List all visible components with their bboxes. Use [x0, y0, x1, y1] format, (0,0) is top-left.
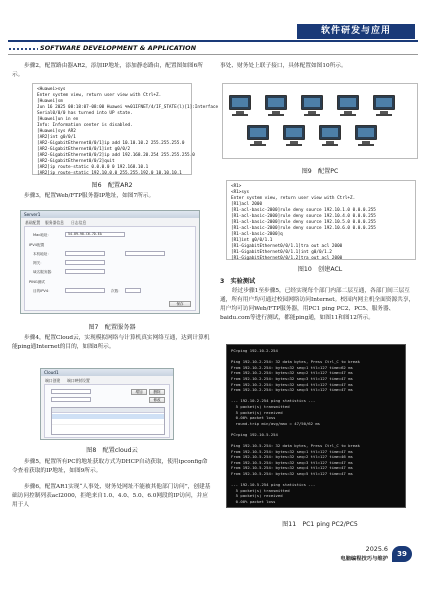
terminal-line: [R1]acl 2000	[231, 202, 263, 207]
pc-icon	[335, 95, 361, 121]
mac-field[interactable]: 54-89-98-C6-7D-EA	[65, 232, 125, 237]
save-button[interactable]: 保存	[169, 301, 191, 307]
gateway-label: 网关：	[33, 261, 44, 265]
footer-journal: 电脑编程技巧与维护	[340, 556, 388, 562]
terminal-line: From 192.10.5.254: bytes=32 seq=4 ttl=127 time=47 ms	[231, 465, 353, 471]
terminal-line: Ping 192.10.5.254: 32 data bytes, Press Ctrl_C to break	[231, 443, 360, 449]
pc-icon	[227, 95, 253, 121]
terminal-line: <Huawei>sys	[37, 87, 66, 92]
terminal-line: [R1-acl-basic-2000]rule deny source 192.10.4.0 0.0.0.255	[231, 214, 376, 219]
dns-field[interactable]	[65, 269, 105, 274]
page-footer	[328, 545, 414, 565]
port-type-select[interactable]	[51, 389, 91, 394]
terminal-line: <R1>	[231, 184, 242, 189]
terminal-line: round-trip min/avg/max = 47/50/62 ms	[231, 420, 321, 426]
terminal-line: [R1-GigabitEthernet0/0/1.1]int g0/0/1.2	[231, 250, 332, 255]
pc-icon	[371, 95, 397, 121]
terminal-line: [Huawei]sys AR2	[37, 129, 76, 134]
terminal-line: From 192.10.5.254: bytes=32 seq=3 ttl=127 time=47 ms	[231, 459, 353, 465]
figure-10-terminal	[226, 180, 416, 260]
binding-info-select[interactable]	[51, 397, 91, 402]
terminal-line: From 192.10.2.254: bytes=32 seq=3 ttl=127 time=47 ms	[231, 375, 353, 381]
section-title-en: SOFTWARE DEVELOPMENT & APPLICATION	[40, 44, 197, 52]
pc-icon	[317, 125, 343, 151]
figure-9-caption: 图9 配置PC	[301, 168, 339, 175]
figure-10-caption: 图10 创建ACL	[297, 266, 343, 273]
terminal-line: From 192.10.5.254: bytes=32 seq=1 ttl=127 time=47 ms	[231, 448, 353, 454]
port-table	[51, 407, 165, 435]
header-rule	[8, 40, 418, 42]
local-address-label: 本机地址：	[33, 252, 51, 256]
pc-icon	[281, 125, 307, 151]
figure-7-caption: 图7 配置服务器	[88, 324, 136, 331]
terminal-line: [Huawei]sm	[37, 99, 63, 104]
terminal-line: From 192.10.2.254: bytes=32 seq=1 ttl=127 time=62 ms	[231, 364, 353, 370]
figure-11-caption: 图11 PC1 ping PC2/PC5	[282, 521, 358, 528]
terminal-line: Serial0/0/0 has turned into UP state.	[37, 111, 133, 116]
ip-address-field[interactable]	[65, 251, 105, 256]
dns-label: 域名服务器：	[33, 270, 55, 274]
terminal-line: 5 packet(s) transmitted	[231, 403, 290, 409]
terminal-line: [R1-acl-basic-2000]rule deny source 192.10.5.0 0.0.0.255	[231, 220, 376, 225]
count-label: 次数：	[111, 289, 122, 293]
terminal-line: From 192.10.2.254: bytes=32 seq=2 ttl=127 time=47 ms	[231, 370, 353, 376]
terminal-line: [AR2]int g0/0/1	[37, 135, 76, 140]
cloud-window-title: Cloud1	[41, 369, 173, 376]
ping-test-label: PING测试	[29, 280, 45, 284]
terminal-line: 5 packet(s) received	[231, 409, 283, 415]
terminal-line: Enter system view, return user view with Ctrl+Z.	[231, 196, 356, 201]
terminal-line: 0.00% packet loss	[231, 415, 276, 421]
paragraph-step2: 步骤2，配置路由器AR2，添加IP地址，添加静态路由，配置图如图6所示。	[12, 63, 203, 78]
server-window-title: Server1	[21, 211, 199, 218]
figure-6-caption: 图6 配置AR2	[91, 182, 133, 189]
gateway-field[interactable]	[65, 260, 105, 265]
pc-icon	[263, 95, 289, 121]
paragraph-step6: 步骤6，配置AR1实现“人事处、财务处网址不能被其他部门访问”，创建基础访问控制列表acl2000，拒绝来自1.0、4.0、5.0、6.0网段的IP访问，并应用于人	[12, 484, 211, 508]
terminal-line: 5 packet(s) received	[231, 493, 283, 499]
footer-year: 2025.6	[365, 545, 388, 553]
destination-ip-field[interactable]	[65, 288, 105, 293]
terminal-line: [AR2-GigabitEthernet0/0/2]quit	[37, 159, 115, 164]
figure-7-server-window	[20, 210, 200, 314]
tab-port-mapping[interactable]: 端口映射设置	[67, 378, 90, 383]
terminal-line: PC>ping 192.10.5.254	[231, 431, 278, 437]
port-table-row[interactable]	[52, 420, 164, 425]
paragraph-step3: 步骤3，配置Web/FTP服务器IP地址，如图7所示。	[24, 193, 155, 199]
delete-port-button[interactable]: 删除	[149, 389, 165, 395]
pc-icon	[299, 95, 325, 121]
figure-8-cloud-window	[40, 368, 174, 440]
terminal-line: [R1-acl-basic-2000]rule deny source 192.10.1.0 0.0.0.255	[231, 208, 376, 213]
figure-9-pc-config	[222, 83, 418, 159]
pc-icon	[353, 125, 379, 151]
paragraph-step4: 步骤4，配置Cloud云，实现模拟网络与计算机真实网络互通，达到计算机能ping通Internet的目的，如图8所示。	[12, 335, 210, 350]
terminal-line: Jun 16 2025 08:18:07-08:00 Huawei %%01IFNET/4/IF_STATE(l)[1]:Interface	[37, 105, 219, 110]
terminal-line: --- 192.10.2.254 ping statistics ---	[231, 398, 316, 404]
cloud-config-panel	[44, 384, 170, 438]
mac-label: Mac地址：	[33, 233, 52, 237]
terminal-line: [AR2]ip route-static 192.10.0.0 255.255.192.0 10.10.10.1	[37, 171, 182, 176]
terminal-line: [R1-GigabitEthernet0/0/1.1]tra out acl 2000	[231, 244, 343, 249]
port-table-row[interactable]	[52, 414, 164, 419]
terminal-line: From 192.10.5.254: bytes=32 seq=2 ttl=127 time=46 ms	[231, 454, 353, 460]
section-3-heading: 3 实验测试	[220, 278, 256, 285]
terminal-line: Info: Information center is disabled.	[37, 123, 133, 128]
server-config-panel	[24, 226, 196, 311]
terminal-line: [AR2-GigabitEthernet0/0/1]int g0/0/2	[37, 147, 131, 152]
ipv4-config-label: IPV4配置	[29, 243, 45, 247]
terminal-line: [AR2]ip route-static 0.0.0.0 0 192.168.10.1	[37, 165, 149, 170]
terminal-line: Ping 192.10.2.254: 32 data bytes, Press Ctrl_C to break	[231, 359, 360, 365]
terminal-line: 5 packet(s) transmitted	[231, 487, 290, 493]
tab-port-create[interactable]: 端口创建	[45, 378, 61, 383]
terminal-line: Enter system view, return user view with Ctrl+Z.	[37, 93, 162, 98]
terminal-line: [R1-acl-basic-2000]q	[231, 232, 283, 237]
add-port-button[interactable]: 增加	[131, 389, 147, 395]
header-dots	[8, 47, 38, 52]
count-field[interactable]	[125, 288, 141, 293]
port-table-header	[52, 408, 164, 413]
figure-11-terminal	[226, 344, 406, 508]
terminal-line: From 192.10.2.254: bytes=32 seq=5 ttl=127 time=47 ms	[231, 387, 353, 393]
terminal-line: [R1]int g0/0/1.1	[231, 238, 273, 243]
journal-column-badge: 软件研发与应用	[297, 24, 415, 39]
terminal-line: [AR2-GigabitEthernet0/0/1]ip add 10.10.10.2 255.255.255.0	[37, 141, 185, 146]
terminal-line: From 192.10.5.254: bytes=32 seq=5 ttl=127 time=47 ms	[231, 471, 353, 477]
paragraph-testing: 经过步骤1至步骤5，已经实现每个部门内部二层互通，各部门间三层互通，所有用户均可通过校园网络访问Internet。校园内网主机全面资源共享，用户均可访问Web/FTP服务器，用PC1 ping PC2、PC5、服务器、baidu.com等进行测试，都能ping通，如图11和图12所示。	[220, 288, 415, 321]
figure-8-caption: 图8 配置cloud云	[86, 447, 138, 454]
paragraph-continued: 事处、财务处上联子接口，具体配置如图10所示。	[220, 63, 347, 69]
terminal-line: [R1-GigabitEthernet0/0/1.2]tra out acl 2000	[231, 256, 343, 261]
header-underline	[8, 54, 418, 55]
terminal-line: [R1-acl-basic-2000]rule deny source 192.10.6.0 0.0.0.255	[231, 226, 376, 231]
terminal-line: <R1>sys	[231, 190, 250, 195]
terminal-line: From 192.10.2.254: bytes=32 seq=4 ttl=127 time=47 ms	[231, 381, 353, 387]
destination-ipv4-label: 目的IPV4：	[33, 289, 52, 293]
terminal-line: --- 192.10.5.254 ping statistics ---	[231, 482, 316, 488]
subnet-mask-field[interactable]	[125, 251, 165, 256]
modify-port-button[interactable]: 修改	[149, 397, 165, 403]
tab-log-info[interactable]: 日志信息	[71, 220, 87, 225]
tab-server-info[interactable]: 服务器信息	[45, 220, 64, 225]
terminal-line: PC>ping 192.10.2.254	[231, 348, 278, 353]
terminal-line: [AR2-GigabitEthernet0/0/2]ip add 192.168.20.254 255.255.255.0	[37, 153, 195, 158]
terminal-line: 0.00% packet loss	[231, 499, 276, 505]
paragraph-step5: 步骤5，配置所有PC的地址获取方式为DHCP自动获取，使用ipconfig命令查看获取的IP地址，如图9所示。	[12, 459, 208, 474]
tab-basic-config[interactable]: 基础配置	[25, 220, 41, 225]
page-number: 39	[392, 546, 412, 562]
figure-6-terminal	[32, 83, 219, 176]
pc-icon	[245, 125, 271, 151]
terminal-line: [Huawei]un in en	[37, 117, 79, 122]
